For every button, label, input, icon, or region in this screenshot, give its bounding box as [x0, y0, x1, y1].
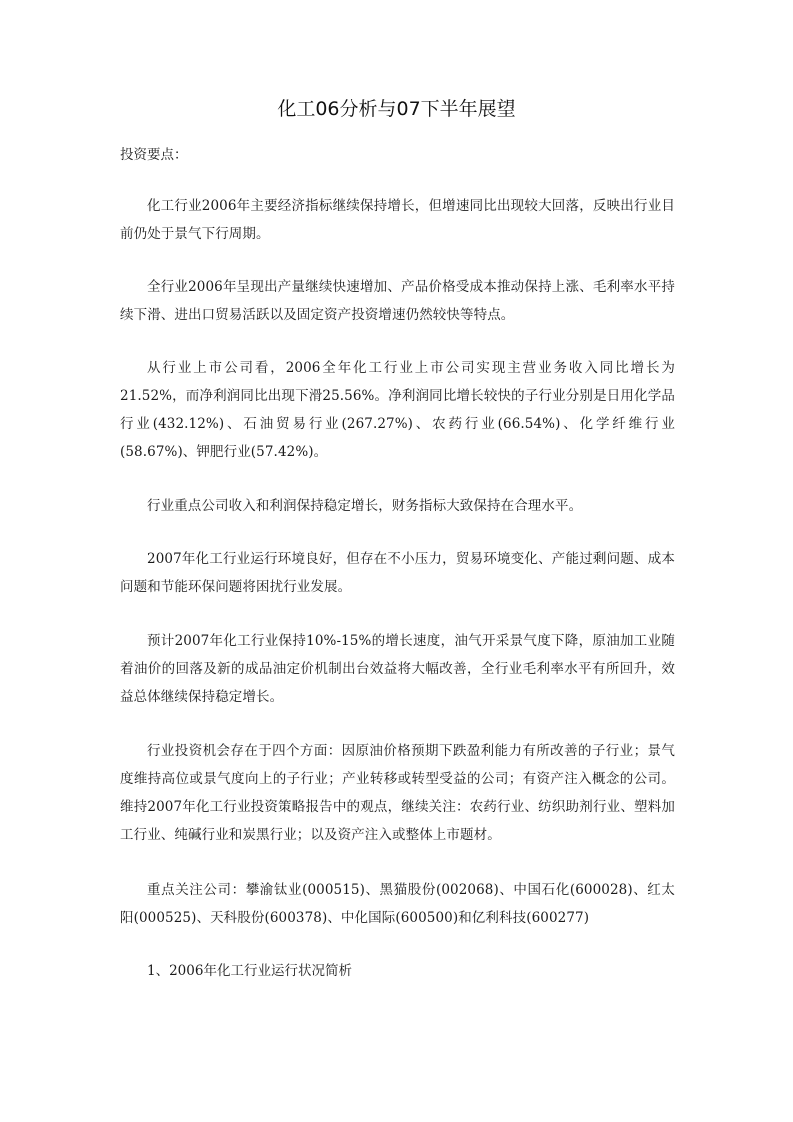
paragraph-investment-opportunities: 行业投资机会存在于四个方面：因原油价格预期下跌盈利能力有所改善的子行业；景气度维持高位或景气度向上的子行业；产业转移或转型受益的公司；有资产注入概念的公司。维持2007年化工行业投资策略报告中的观点，继续关注：农药行业、纺织助剂行业、塑料加工行业、纯碱行业和炭黑行业；以及资产注入或整体上市题材。: [120, 743, 675, 843]
section-heading: 1、2006年化工行业运行状况简析: [147, 963, 352, 979]
paragraph-industry-characteristics: 全行业2006年呈现出产量继续快速增加、产品价格受成本推动保持上涨、毛利率水平持续下滑、进出口贸易活跃以及固定资产投资增速仍然较快等特点。: [120, 279, 675, 323]
paragraph-industry-overview: 化工行业2006年主要经济指标继续保持增长，但增速同比出现较大回落，反映出行业目前仍处于景气下行周期。: [120, 198, 675, 242]
investment-highlights-label: 投资要点：: [120, 147, 188, 163]
paragraph-2007-environment: 2007年化工行业运行环境良好，但存在不小压力，贸易环境变化、产能过剩问题、成本问题和节能环保问题将困扰行业发展。: [120, 551, 675, 595]
paragraph-focus-companies: 重点关注公司：攀渝钛业(000515)、黑猫股份(002068)、中国石化(600028)、红太阳(000525)、天科股份(600378)、中化国际(600500)和亿利科技(600277): [120, 882, 675, 926]
paragraph-2007-forecast: 预计2007年化工行业保持10%-15%的增长速度，油气开采景气度下降，原油加工业随着油价的回落及新的成品油定价机制出台效益将大幅改善，全行业毛利率水平有所回升，效益总体继续保持稳定增长。: [120, 633, 675, 705]
paragraph-listed-companies: 从行业上市公司看，2006全年化工行业上市公司实现主营业务收入同比增长为21.52%，而净利润同比出现下滑25.56%。净利润同比增长较快的子行业分别是日用化学品行业(432.12%)、石油贸易行业(267.27%)、农药行业(66.54%)、化学纤维行业(58.67%)、钾肥行业(57.42%)。: [120, 360, 675, 460]
document-title: 化工06分析与07下半年展望: [277, 98, 516, 120]
paragraph-key-companies: 行业重点公司收入和利润保持稳定增长，财务指标大致保持在合理水平。: [147, 498, 583, 514]
